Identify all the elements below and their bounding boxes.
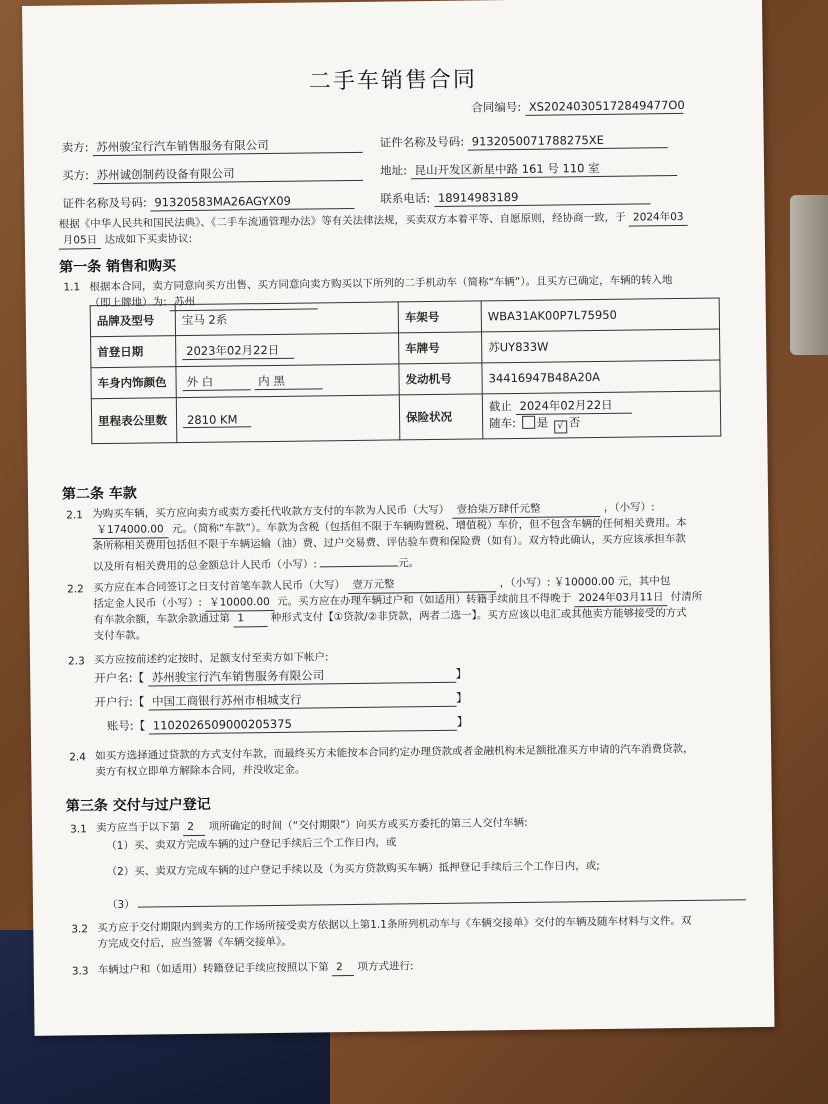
- insurance-cell: [482, 391, 721, 439]
- first-payment-upper: 壹万元整: [348, 576, 496, 594]
- first-registration-label: 首登日期: [91, 336, 176, 368]
- clause-2-1-line3: 条所称相关费用包括但不限于车辆运输（油）费、过户交易费、评估验车费和保险费（如有）。双方特此确认，买方应该承担车款: [92, 532, 686, 553]
- exterior-color: 外 白: [183, 373, 251, 391]
- buyer-value: 苏州诚创制药设备有限公司: [93, 165, 363, 184]
- brand-label: 品牌及型号: [90, 305, 175, 337]
- clause-2-2-text-c: 有车款余额，车款余款通过第: [93, 612, 231, 627]
- clause-2-1-end: 元。: [398, 557, 420, 570]
- clause-2-3-number: 2.3: [67, 655, 85, 668]
- color-label: 车身内饰颜色: [91, 367, 176, 399]
- no-label: 否: [568, 415, 581, 430]
- contract-page: [22, 0, 775, 1036]
- preamble-text: 根据《中华人民共和国民法典》、《二手车流通管理办法》等有关法律法规，买卖双方本着平等、自愿原则，经协商一致，于: [58, 211, 626, 231]
- delivery-option-2: （2）买、卖双方完成车辆的过户登记手续以及（为买方贷款购买车辆）抵押登记手续后三个工作日内，或;: [106, 860, 600, 879]
- clause-3-1-line1: [96, 816, 528, 837]
- preamble-end: 达成如下买卖协议:: [104, 232, 193, 247]
- insurance-expiry-label: 截止: [488, 399, 513, 414]
- clause-2-1-line4: [93, 551, 420, 575]
- plate-label: 车牌号: [399, 332, 482, 364]
- clause-2-4-line1: 如买方选择通过贷款的方式支付车款，而最终买方未能按本合同约定办理贷款或者金融机构未足额批准买方申请的汽车消费贷款，: [95, 742, 694, 763]
- section-2-heading: 第二条 车款: [61, 485, 137, 503]
- clause-2-2-number: 2.2: [67, 583, 84, 596]
- first-registration-cell: [176, 333, 399, 367]
- buyer-id-label: 证件名称及号码:: [62, 195, 147, 211]
- transfer-option-choice: 2: [332, 960, 354, 976]
- deposit-amount: ￥10000.00: [205, 595, 274, 612]
- first-payment-small: ，（小写）: ￥10000.00: [499, 575, 615, 590]
- buyer-id-value: 91320583MA26AGYX09: [150, 193, 354, 211]
- bank-row: 开户行:【 中国工商银行苏州市相城支行 】: [94, 690, 468, 710]
- section-3-heading: 第三条 交付与过户登记: [65, 796, 211, 815]
- price-small-label: ，（小写）:: [603, 501, 655, 514]
- bank-label: 开户行:: [94, 694, 133, 710]
- clause-3-1-number: 3.1: [69, 823, 87, 836]
- vehicle-info-table: [90, 297, 722, 444]
- clause-2-2-line4: 支付车款。: [93, 629, 147, 643]
- contract-number-value: XS20240305172849477O0: [525, 98, 683, 116]
- clause-3-1-text-b: 项所确定的时间（“交付期限”）向买方或买方委托的第三人交付车辆:: [208, 816, 528, 833]
- clause-2-2-text-end: 元，其中包: [617, 575, 671, 588]
- clause-2-2-text-b: 括定金人民币（小写）:: [93, 596, 202, 611]
- payment-deadline: 2024年03月11日: [574, 590, 667, 607]
- mileage-value: 2810 KM: [183, 412, 251, 428]
- price-amount: ￥174000.00: [92, 522, 168, 539]
- clause-3-2-number: 3.2: [71, 923, 89, 936]
- color-cell: [176, 364, 399, 398]
- clause-2-2-text-b2: 元。买方应在办理车辆过户和（如适用）转籍手续前且不得晚于: [277, 592, 572, 608]
- clause-3-1-text: 卖方应当于以下第: [95, 821, 181, 835]
- payment-method-choice: 1: [233, 611, 267, 627]
- engine-value: 34416947B48A20A: [482, 360, 720, 394]
- yes-label: 是: [536, 415, 549, 430]
- contract-number-label: 合同编号:: [471, 99, 522, 115]
- buyer-row: [62, 165, 363, 185]
- account-number-row: 账号:【 1102026509000205375 】: [106, 714, 469, 734]
- clause-2-2-text: 买方应在本合同签订之日支付首笔车款人民币（大写）: [93, 579, 346, 595]
- account-name-value: 苏州骏宝行汽车销售服务有限公司: [148, 667, 456, 687]
- clause-2-1-text: 为购买车辆，买方应向卖方或卖方委托代收款方支付的车款为人民币（大写）: [92, 503, 450, 521]
- seller-id-label: 证件名称及号码:: [379, 134, 465, 150]
- address-value: 昆山开发区新星中路 161 号 110 室: [410, 160, 676, 179]
- interior-color: 内 黑: [254, 372, 322, 390]
- seller-id-value: 9132050071788275XE: [468, 132, 668, 150]
- clause-3-3-number: 3.3: [71, 965, 89, 978]
- account-name-row: 开户名:【 苏州骏宝行汽车销售服务有限公司 】: [94, 666, 468, 686]
- insurance-label: 保险状况: [399, 394, 483, 440]
- total-amount-blank: [320, 551, 398, 567]
- mileage-label: 里程表公里数: [91, 398, 177, 444]
- clause-2-1-text-d: 以及所有相关费用的总金额总计人民币（小写）:: [92, 558, 317, 574]
- seller-row: [62, 137, 363, 157]
- registration-city: 苏州: [170, 293, 318, 311]
- clause-3-2-line1: 买方应于交付期限内到卖方的工作场所接受卖方依据以上第1.1条所列机动车与《车辆交接单》交付的车辆及随车材料与文件。双: [97, 914, 692, 935]
- clause-3-3-line1: [98, 959, 414, 979]
- with-car-row: [489, 413, 714, 435]
- price-upper: 壹拾柒万肆仟元整: [452, 501, 600, 519]
- mileage-cell: [176, 395, 400, 443]
- seller-value: 苏州骏宝行汽车销售服务有限公司: [92, 137, 362, 156]
- bank-value: 中国工商银行苏州市相城支行: [148, 691, 456, 711]
- clause-1-1-line1: 根据本合同，卖方同意向买方出售、买方同意向卖方购买以下所列的二手机动车（简称“车辆”）。且买方已确定，车辆的转入地: [89, 274, 673, 294]
- engine-label: 发动机号: [399, 363, 482, 395]
- delivery-option-1: （1）买、卖双方完成车辆的过户登记手续后三个工作日内，或: [106, 836, 397, 853]
- seller-id-row: [380, 132, 668, 152]
- preamble-line2: [59, 232, 192, 250]
- contract-number: [471, 98, 683, 117]
- clip-object: [790, 195, 828, 355]
- clause-2-4-number: 2.4: [69, 751, 86, 764]
- clause-2-2-text-c2: 种形式支付【①贷款/②非贷款，两者二选一】。买方应该以电汇或其他卖方能够接受的方式: [270, 606, 687, 625]
- insurance-expiry-value: 2024年02月22日: [515, 397, 631, 415]
- preamble-line1: [59, 210, 688, 234]
- account-number-value: 1102026509000205375: [149, 715, 457, 735]
- first-registration-value: 2023年02月22日: [182, 341, 294, 359]
- brand-value: 宝马 2系: [175, 302, 398, 336]
- preamble-date-year: 2024年03: [629, 210, 688, 227]
- clause-2-2-text-b3: 付清所: [670, 590, 703, 604]
- delivery-option-choice: 2: [183, 820, 205, 836]
- delivery-option-3: [107, 885, 746, 913]
- clause-3-2-line2: 方完成交付后，应当签署《车辆交接单》。: [97, 935, 292, 951]
- phone-row: [380, 188, 650, 207]
- delivery-option-3-label: （3）: [106, 898, 135, 912]
- clause-3-3-text-b: 项方式进行:: [357, 960, 414, 973]
- vin-label: 车架号: [398, 301, 481, 333]
- clause-2-1-text-b: 元。（简称“车款”）。车款为含税（包括但不限于车辆购置税、增值税）车价，但不包含车辆的任何相关费用。本: [171, 516, 687, 536]
- address-label: 地址:: [379, 163, 407, 178]
- plate-value: 苏UY833W: [482, 329, 720, 363]
- buyer-label: 买方:: [61, 168, 90, 183]
- clause-3-3-text: 车辆过户和（如适用）转籍登记手续应按照以下第: [97, 961, 329, 977]
- buyer-id-row: [62, 193, 354, 213]
- clause-2-1-number: 2.1: [66, 509, 84, 522]
- phone-label: 联系电话:: [380, 191, 431, 206]
- clause-1-1-number: 1.1: [63, 281, 81, 294]
- page-title: 二手车销售合同: [308, 67, 478, 95]
- account-number-label: 账号:: [106, 718, 134, 734]
- preamble-date-day: 月05日: [59, 233, 102, 250]
- yes-checkbox: [522, 416, 535, 429]
- with-car-label: 随车:: [489, 415, 517, 431]
- table-row: [91, 391, 721, 444]
- account-name-label: 开户名:: [94, 670, 133, 686]
- section-1-heading: 第一条 销售和购买: [59, 258, 177, 276]
- delivery-option-3-blank: [138, 885, 746, 907]
- no-checkbox: √: [554, 420, 567, 433]
- phone-value: 18914983189: [434, 188, 650, 207]
- seller-label: 卖方:: [61, 140, 89, 155]
- vin-value: WBA31AK00P7L75950: [481, 298, 719, 332]
- address-row: [380, 160, 677, 180]
- clause-2-4-line2: 卖方有权立即单方解除本合同，并没收定金。: [95, 763, 306, 779]
- clause-2-3-line1: 买方应按前述约定按时、足额支付至卖方如下帐户:: [93, 651, 329, 667]
- clause-1-1-text: （即上牌地）为:: [89, 296, 167, 310]
